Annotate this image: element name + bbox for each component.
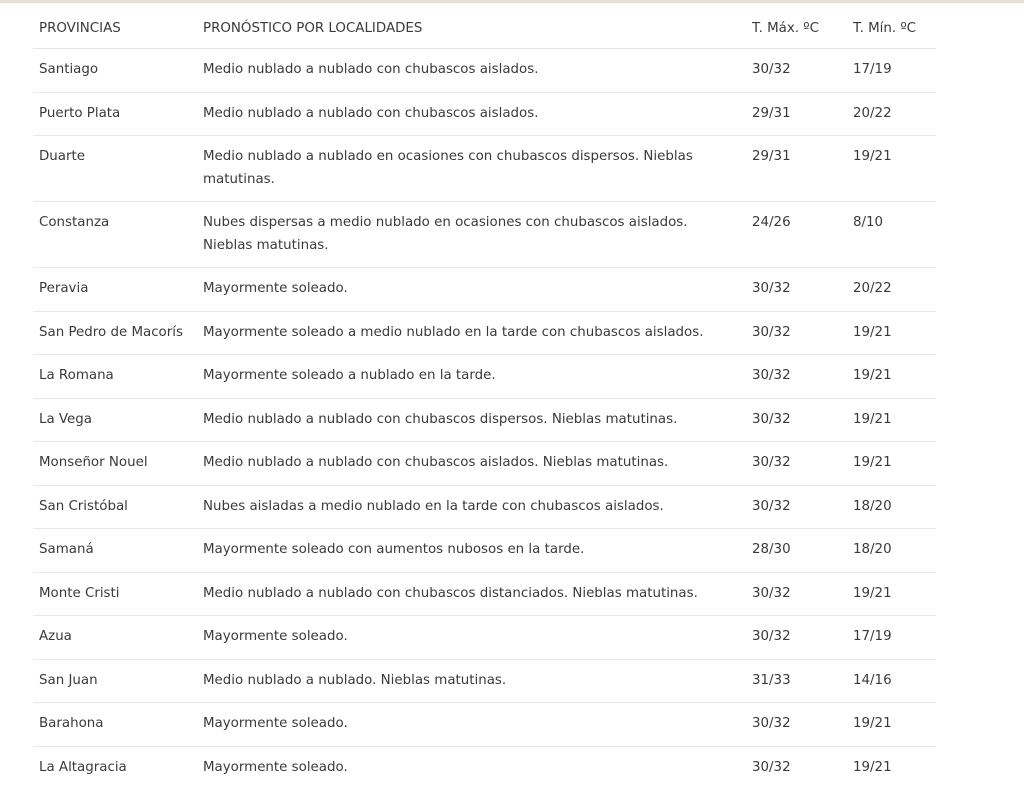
max-temp-cell: 30/32 bbox=[746, 616, 847, 660]
table-row bbox=[33, 268, 936, 312]
forecast-cell: Nubes dispersas a medio nublado en ocasiones con chubascos aislados. Nieblas matutinas. bbox=[197, 202, 746, 268]
forecast-cell: Mayormente soleado. bbox=[197, 268, 746, 312]
max-temp-cell: 29/31 bbox=[746, 92, 847, 136]
table-row bbox=[33, 398, 936, 442]
forecast-cell: Medio nublado a nublado. Nieblas matutinas. bbox=[197, 659, 746, 703]
min-temp-cell: 20/22 bbox=[847, 92, 936, 136]
forecast-cell: Medio nublado a nublado con chubascos dispersos. Nieblas matutinas. bbox=[197, 398, 746, 442]
forecast-cell: Medio nublado a nublado con chubascos aislados. bbox=[197, 49, 746, 93]
province-cell: Puerto Plata bbox=[33, 92, 197, 136]
max-temp-cell: 30/32 bbox=[746, 485, 847, 529]
min-temp-cell: 17/19 bbox=[847, 49, 936, 93]
header-min-temp: T. Mín. ºC bbox=[847, 8, 936, 49]
table-row bbox=[33, 746, 936, 789]
province-cell: Monseñor Nouel bbox=[33, 442, 197, 486]
forecast-cell: Mayormente soleado con aumentos nubosos en la tarde. bbox=[197, 529, 746, 573]
header-max-temp: T. Máx. ºC bbox=[746, 8, 847, 49]
forecast-cell: Mayormente soleado a nublado en la tarde. bbox=[197, 355, 746, 399]
province-cell: Duarte bbox=[33, 136, 197, 202]
province-cell: Monte Cristi bbox=[33, 572, 197, 616]
table-row bbox=[33, 703, 936, 747]
forecast-cell: Medio nublado a nublado con chubascos distanciados. Nieblas matutinas. bbox=[197, 572, 746, 616]
min-temp-cell: 19/21 bbox=[847, 311, 936, 355]
table-row bbox=[33, 202, 936, 268]
province-cell: Peravia bbox=[33, 268, 197, 312]
province-cell: Constanza bbox=[33, 202, 197, 268]
min-temp-cell: 18/20 bbox=[847, 485, 936, 529]
top-divider bbox=[0, 0, 1024, 3]
max-temp-cell: 30/32 bbox=[746, 311, 847, 355]
table-row bbox=[33, 485, 936, 529]
table-row bbox=[33, 49, 936, 93]
max-temp-cell: 30/32 bbox=[746, 442, 847, 486]
table-row bbox=[33, 529, 936, 573]
max-temp-cell: 29/31 bbox=[746, 136, 847, 202]
max-temp-cell: 30/32 bbox=[746, 268, 847, 312]
province-cell: San Pedro de Macorís bbox=[33, 311, 197, 355]
max-temp-cell: 30/32 bbox=[746, 49, 847, 93]
forecast-cell: Medio nublado a nublado con chubascos aislados. bbox=[197, 92, 746, 136]
header-provinces: PROVINCIAS bbox=[33, 8, 197, 49]
province-cell: San Juan bbox=[33, 659, 197, 703]
forecast-cell: Medio nublado a nublado con chubascos aislados. Nieblas matutinas. bbox=[197, 442, 746, 486]
max-temp-cell: 31/33 bbox=[746, 659, 847, 703]
table-row bbox=[33, 659, 936, 703]
forecast-cell: Mayormente soleado. bbox=[197, 703, 746, 747]
table-row bbox=[33, 442, 936, 486]
table-row bbox=[33, 311, 936, 355]
forecast-table bbox=[33, 8, 936, 789]
province-cell: La Altagracia bbox=[39, 759, 127, 775]
min-temp-cell: 19/21 bbox=[847, 136, 936, 202]
table-row bbox=[33, 136, 936, 202]
province-cell: Azua bbox=[33, 616, 197, 660]
table-header-row bbox=[33, 8, 936, 49]
min-temp-cell: 20/22 bbox=[847, 268, 936, 312]
forecast-cell: Medio nublado a nublado en ocasiones con chubascos dispersos. Nieblas matutinas. bbox=[197, 136, 746, 202]
table-row bbox=[33, 572, 936, 616]
max-temp-cell: 30/32 bbox=[746, 398, 847, 442]
min-temp-cell: 18/20 bbox=[847, 529, 936, 573]
province-cell: Barahona bbox=[33, 703, 197, 747]
min-temp-cell: 19/21 bbox=[847, 572, 936, 616]
max-temp-cell: 30/32 bbox=[746, 355, 847, 399]
max-temp-cell: 28/30 bbox=[746, 529, 847, 573]
forecast-cell: Mayormente soleado. bbox=[197, 616, 746, 660]
header-forecast: PRONÓSTICO POR LOCALIDADES bbox=[197, 8, 746, 49]
province-cell: La Vega bbox=[33, 398, 197, 442]
table-row bbox=[33, 616, 936, 660]
min-temp-cell: 14/16 bbox=[847, 659, 936, 703]
province-cell: Samaná bbox=[33, 529, 197, 573]
forecast-cell: Mayormente soleado a medio nublado en la tarde con chubascos aislados. bbox=[197, 311, 746, 355]
table-row bbox=[33, 92, 936, 136]
min-temp-cell: 19/21 bbox=[847, 442, 936, 486]
min-temp-cell: 17/19 bbox=[847, 616, 936, 660]
max-temp-cell: 24/26 bbox=[746, 202, 847, 268]
max-temp-cell: 30/32 bbox=[752, 759, 791, 775]
min-temp-cell: 19/21 bbox=[853, 759, 892, 775]
forecast-cell: Nubes aisladas a medio nublado en la tarde con chubascos aislados. bbox=[197, 485, 746, 529]
province-cell: San Cristóbal bbox=[33, 485, 197, 529]
province-cell: Santiago bbox=[33, 49, 197, 93]
province-cell: La Romana bbox=[33, 355, 197, 399]
min-temp-cell: 19/21 bbox=[847, 398, 936, 442]
forecast-cell: Mayormente soleado. bbox=[203, 759, 348, 775]
min-temp-cell: 8/10 bbox=[847, 202, 936, 268]
table-row bbox=[33, 355, 936, 399]
max-temp-cell: 30/32 bbox=[746, 572, 847, 616]
min-temp-cell: 19/21 bbox=[847, 355, 936, 399]
max-temp-cell: 30/32 bbox=[746, 703, 847, 747]
min-temp-cell: 19/21 bbox=[847, 703, 936, 747]
